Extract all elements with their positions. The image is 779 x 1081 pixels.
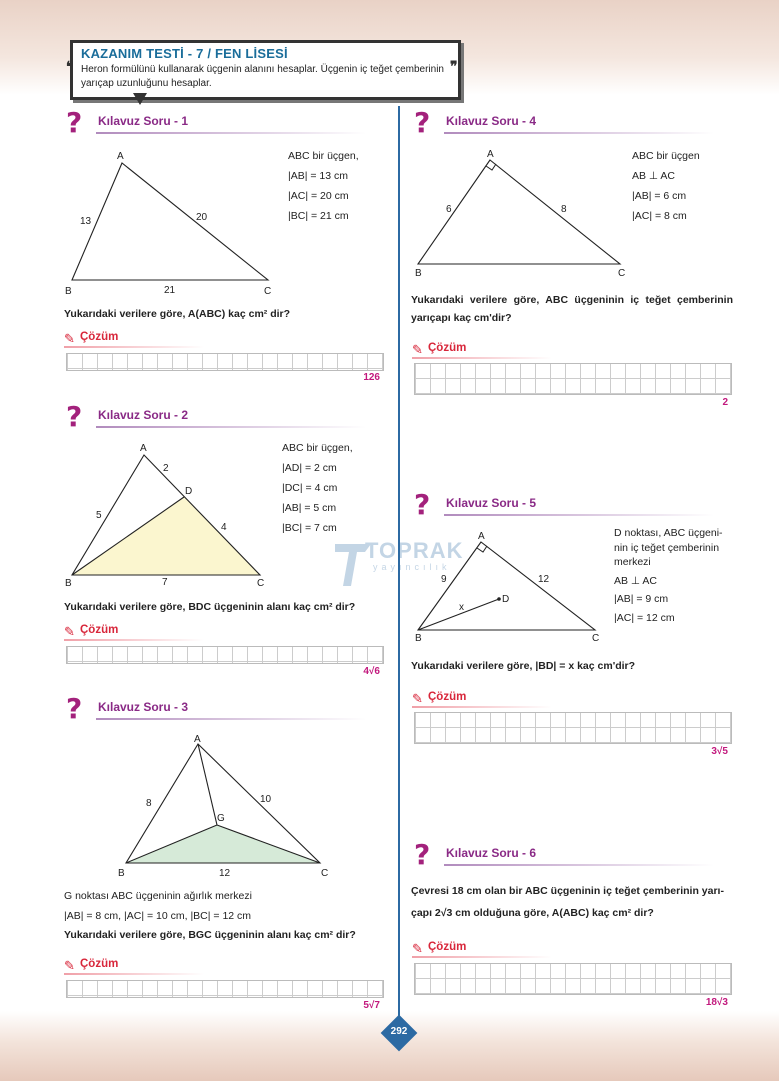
q3-answer-grid[interactable] [66, 980, 384, 998]
q1-question: Yukarıdaki verilere göre, A(ABC) kaç cm² dir? [64, 308, 291, 320]
q5-point-D [497, 597, 501, 601]
q5-solution-underline [412, 706, 552, 708]
q2-label-dc: 4 [221, 522, 227, 533]
header-title: KAZANIM TESTİ - 7 / FEN LİSESİ [81, 46, 288, 61]
q1-given: ABC bir üçgen, [288, 150, 359, 162]
q4-givens [632, 146, 700, 226]
q5-title: Kılavuz Soru - 5 [446, 496, 537, 510]
q1-triangle-figure [60, 148, 280, 298]
q5-label-A: A [478, 531, 485, 542]
q4-label-C: C [618, 268, 626, 279]
q1-label-bc: 21 [164, 285, 176, 296]
q3-label-A: A [194, 734, 201, 745]
header-box [70, 40, 461, 100]
q4-answer: 2 [722, 397, 728, 408]
q4-label-A: A [487, 149, 494, 160]
question-mark-icon: ? [414, 106, 431, 139]
q1-answer-grid[interactable] [66, 353, 384, 371]
q3-given-line1: G noktası ABC üçgeninin ağırlık merkezi [64, 890, 252, 902]
q2-answer: 4√6 [363, 666, 380, 677]
q6-question-line1: Çevresi 18 cm olan bir ABC üçgeninin iç teğet çemberinin yarı- [411, 885, 724, 897]
close-quote-icon: ❞ [450, 58, 458, 74]
q2-given: ABC bir üçgen, [282, 442, 353, 454]
q5-given: |AC| = 12 cm [614, 611, 675, 624]
q1-solution-label: Çözüm [80, 331, 119, 343]
q3-triangle-figure [110, 732, 340, 882]
q1-given: |AB| = 13 cm [288, 170, 349, 182]
q2-given: |AB| = 5 cm [282, 502, 337, 514]
pencil-icon: ✎ [412, 342, 423, 357]
q5-solution-label: Çözüm [428, 691, 467, 703]
q1-solution-underline [64, 346, 204, 348]
q4-triangle-figure [410, 146, 630, 286]
q5-triangle [418, 542, 595, 630]
open-quote-icon: ❝ [66, 58, 74, 74]
q2-given: |AD| = 2 cm [282, 462, 337, 474]
q1-givens [288, 146, 359, 226]
q5-header [414, 488, 714, 521]
q3-solution-label: Çözüm [80, 958, 119, 970]
q6-title-underline [444, 864, 714, 866]
q1-given: |BC| = 21 cm [288, 210, 349, 222]
q5-answer-grid[interactable] [414, 712, 732, 744]
q3-segment-ag [198, 744, 217, 825]
q2-given: |BC| = 7 cm [282, 522, 337, 534]
q3-label-G: G [217, 813, 225, 824]
q4-solution-label: Çözüm [428, 342, 467, 354]
q5-right-angle-mark [477, 546, 487, 552]
q4-title: Kılavuz Soru - 4 [446, 114, 537, 128]
q5-answer: 3√5 [711, 746, 728, 757]
q1-header [66, 106, 366, 139]
q4-question: Yukarıdaki verilere göre, ABC üçgeninin iç teğet çemberinin yarıçapı kaç cm'dir? [411, 294, 733, 324]
q5-given: merkezi [614, 556, 651, 568]
q5-label-ac: 12 [538, 574, 550, 585]
q3-label-B: B [118, 868, 125, 879]
pencil-icon: ✎ [412, 941, 423, 956]
question-mark-icon: ? [66, 692, 83, 725]
q1-title-underline [96, 132, 366, 134]
q6-header [414, 838, 714, 871]
q1-triangle [72, 163, 268, 280]
q5-given: D noktası, ABC üçgeni- [614, 527, 723, 539]
q2-solution-label: Çözüm [80, 624, 119, 636]
q6-question-line2: çapı 2√3 cm olduğuna göre, A(ABC) kaç cm² dir? [411, 907, 654, 919]
pencil-icon: ✎ [64, 624, 75, 639]
q5-given: AB ⊥ AC [614, 574, 657, 587]
q2-given: |DC| = 4 cm [282, 482, 338, 494]
q3-label-ab: 8 [146, 798, 152, 809]
q4-label-ac: 8 [561, 204, 567, 215]
q1-label-ab: 13 [80, 216, 92, 227]
q6-answer-grid[interactable] [414, 963, 732, 995]
question-mark-icon: ? [66, 106, 83, 139]
q3-title-underline [96, 718, 366, 720]
page-number: 292 [390, 1026, 408, 1037]
q5-givens [614, 526, 736, 625]
q3-answer: 5√7 [363, 1000, 380, 1011]
q4-header [414, 106, 714, 139]
q5-label-B: B [415, 633, 422, 644]
q2-label-ad: 2 [163, 463, 169, 474]
q4-title-underline [444, 132, 714, 134]
q5-label-C: C [592, 633, 600, 644]
q2-title-underline [96, 426, 366, 428]
q5-question: Yukarıdaki verilere göre, |BD| = x kaç cm'dir? [411, 660, 636, 672]
q4-given: AB ⊥ AC [632, 170, 675, 182]
q5-triangle-figure [410, 528, 610, 646]
q1-label-B: B [65, 286, 72, 297]
pencil-icon: ✎ [412, 691, 423, 706]
toprak-watermark [335, 538, 464, 593]
watermark-sub: yayıncılık [373, 562, 451, 572]
q3-label-C: C [321, 868, 329, 879]
q6-solution-underline [412, 956, 552, 958]
q3-solution-underline [64, 973, 204, 975]
q2-title: Kılavuz Soru - 2 [98, 408, 189, 422]
watermark-brand: TOPRAK [365, 538, 464, 563]
q2-header [66, 400, 366, 433]
q2-triangle-figure [60, 440, 280, 590]
q2-label-D: D [185, 486, 193, 497]
q2-label-ab: 5 [96, 510, 102, 521]
question-mark-icon: ? [414, 488, 431, 521]
q4-label-ab: 6 [446, 204, 452, 215]
q6-answer: 18√3 [705, 997, 728, 1008]
q2-label-C: C [257, 578, 265, 589]
q5-title-underline [444, 514, 714, 516]
q5-label-ab: 9 [441, 574, 447, 585]
header-description: Heron formülünü kullanarak üçgenin alanını hesaplar. Üçgenin iç teğet çemberinin yarıçap uzunluğunu hesaplar. [81, 64, 444, 89]
q3-label-bc: 12 [219, 868, 231, 879]
q5-label-x: x [459, 602, 464, 613]
q2-shaded-bdc [72, 497, 260, 575]
q2-question: Yukarıdaki verilere göre, BDC üçgeninin alanı kaç cm² dir? [64, 601, 356, 613]
q6-solution-label: Çözüm [428, 941, 467, 953]
q1-given: |AC| = 20 cm [288, 190, 349, 202]
q1-answer: 126 [363, 372, 380, 383]
q5-given: |AB| = 9 cm [614, 593, 669, 605]
q3-label-ac: 10 [260, 794, 272, 805]
q2-label-B: B [65, 578, 72, 589]
q1-label-C: C [264, 286, 272, 297]
q4-given: |AC| = 8 cm [632, 210, 687, 222]
q1-title: Kılavuz Soru - 1 [98, 114, 189, 128]
q1-label-ac: 20 [196, 212, 208, 223]
q2-label-A: A [140, 443, 147, 454]
q5-label-D: D [502, 594, 510, 605]
q2-givens [282, 438, 353, 538]
q2-label-bc: 7 [162, 577, 168, 588]
speech-tail [133, 93, 147, 105]
q2-solution-underline [64, 639, 204, 641]
q6-title: Kılavuz Soru - 6 [446, 846, 537, 860]
q4-label-B: B [415, 268, 422, 279]
q4-solution-underline [412, 357, 552, 359]
q2-answer-grid[interactable] [66, 646, 384, 664]
q3-title: Kılavuz Soru - 3 [98, 700, 189, 714]
pencil-icon: ✎ [64, 958, 75, 973]
question-mark-icon: ? [414, 838, 431, 871]
q3-given-line2: |AB| = 8 cm, |AC| = 10 cm, |BC| = 12 cm [64, 910, 252, 922]
q4-right-angle-mark [486, 164, 496, 170]
q3-question: Yukarıdaki verilere göre, BGC üçgeninin alanı kaç cm² dir? [64, 929, 356, 941]
question-mark-icon: ? [66, 400, 83, 433]
q4-given: |AB| = 6 cm [632, 190, 687, 202]
q4-answer-grid[interactable] [414, 363, 732, 395]
q3-header [66, 692, 366, 725]
q4-given: ABC bir üçgen [632, 150, 700, 162]
q5-given: nin iç teğet çemberinin [614, 541, 720, 554]
q3-shaded-bgc [126, 825, 320, 863]
q1-label-A: A [117, 151, 124, 162]
pencil-icon: ✎ [64, 331, 75, 346]
